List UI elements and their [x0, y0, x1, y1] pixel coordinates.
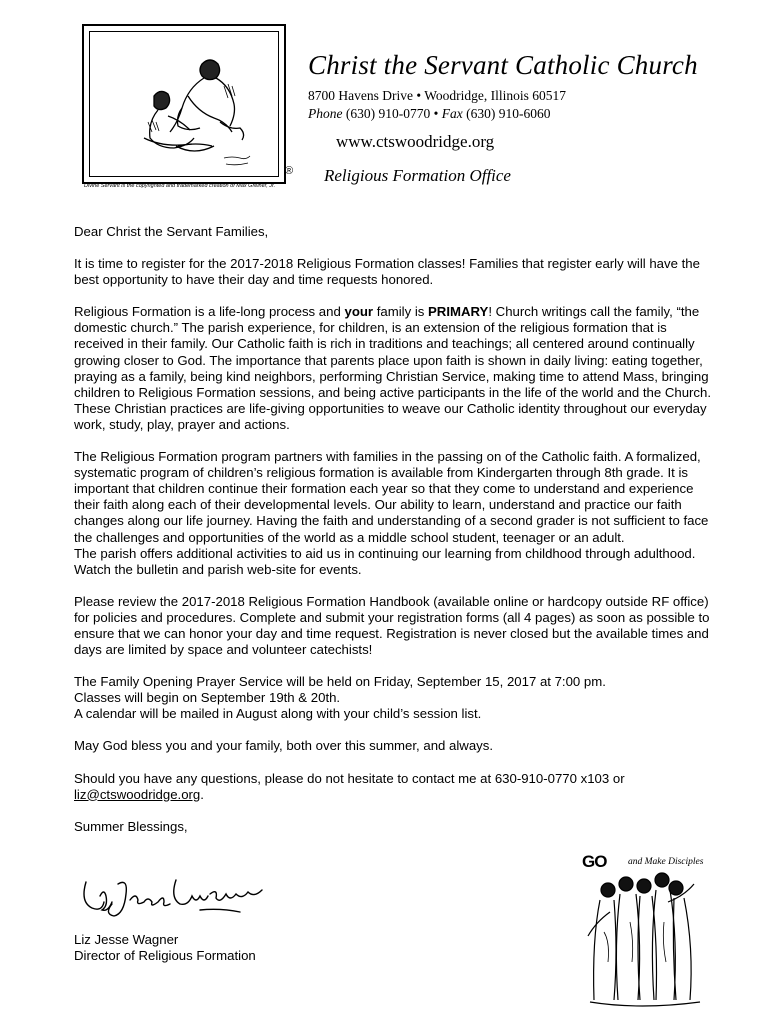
signer-name: Liz Jesse Wagner — [74, 932, 179, 947]
classes-begin-line: Classes will begin on September 19th & 20th. — [74, 690, 341, 706]
church-address: 8700 Havens Drive • Woodridge, Illinois 60517 — [308, 88, 566, 103]
contact-email-link[interactable]: liz@ctswoodridge.org — [74, 786, 201, 802]
phone-fax-line — [308, 106, 550, 122]
p2-text-b: family is — [373, 304, 429, 320]
disciples-illustration — [580, 852, 710, 1012]
bullet-separator: • — [433, 106, 439, 121]
paragraph-contact — [74, 771, 714, 803]
paragraph-registration: It is time to register for the 2017-2018 Religious Formation classes! Families that register early will have the best opportunity to have their day and time requests honored. — [74, 256, 700, 288]
fax-label: Fax — [441, 106, 463, 121]
paragraph-lifelong-process — [74, 304, 714, 433]
church-name: Christ the Servant Catholic Church — [308, 50, 698, 80]
paragraph-blessing: May God bless you and your family, both over this summer, and always. — [74, 738, 494, 754]
letter-body — [74, 224, 714, 835]
paragraph-additional-activities: The parish offers additional activities to aid us in continuing our learning from childhood through adulthood. Watch the bulletin and parish web-site for events. — [74, 545, 696, 577]
church-logo-frame — [82, 24, 286, 184]
office-name: Religious Formation Office — [324, 166, 511, 185]
registered-mark: ® — [285, 165, 294, 177]
image-credit: Divine Servant is the copyrighted and trademarked creation of Max Greiner, Jr. — [84, 183, 276, 189]
prayer-service-line: The Family Opening Prayer Service will be held on Friday, September 15, 2017 at 7:00 pm. — [74, 674, 606, 690]
closing: Summer Blessings, — [74, 818, 188, 834]
contact-text: Should you have any questions, please do not hesitate to contact me at 630-910-0770 x103 or — [74, 770, 625, 786]
p2-text-a: Religious Formation is a life-long process and — [74, 304, 345, 320]
church-website: www.ctswoodridge.org — [336, 132, 495, 151]
handwritten-signature — [80, 870, 270, 930]
phone-label: Phone — [308, 106, 343, 121]
signer-title: Director of Religious Formation — [74, 948, 256, 963]
calendar-line: A calendar will be mailed in August along with your child’s session list. — [74, 706, 482, 722]
p2-bold-primary: PRIMARY — [428, 304, 489, 320]
fax-number: (630) 910-6060 — [466, 106, 551, 121]
p2-text-c: ! Church writings call the family, “the domestic church.” The parish experience, for children, is an extension of the religious formation that is received in their family. Our Catholic faith is rich in traditions and teachings; all centered around continually growing closer to God. The importance that parents place upon faith is shown in daily living: eating together, praying as a family, being kind neighbors, performing Christian Service, making time to attend Mass, bringing children to Religious Formation sessions, and being active participants in the life of the world and the Church. These Christian practices are life-giving opportunities to weave our Catholic identity throughout our everyday work, study, play, prayer and actions. — [74, 304, 712, 432]
salutation: Dear Christ the Servant Families, — [74, 224, 269, 239]
paragraph-program-partners: The Religious Formation program partners with families in the passing on of the Catholic faith. A formalized, systematic program of children’s religious formation is available from Kindergarten through 8th grade. It is important that children continue their formation each year so that they come to understand and experience their faith along each of their developmental levels. Our ability to learn, understand and practice our faith changes along our life journey. Having the faith and understanding of a second grader is not sufficient to face the challenges and opportunities of the world as a middle school student, teenager or an adult. — [74, 449, 709, 545]
paragraph-handbook: Please review the 2017-2018 Religious Formation Handbook (available online or hardcopy outside RF office) for policies and procedures. Complete and submit your registration forms (all 4 pages) as soon as possible to ensure that we can honor your day and time request. Registration is never closed but the available times and days are limited by space and volunteer catechists! — [74, 593, 710, 658]
divine-servant-illustration — [84, 26, 284, 182]
email-period: . — [200, 786, 204, 802]
phone-number: (630) 910-0770 — [345, 106, 431, 121]
go-logo-word: GO — [582, 852, 607, 871]
go-logo-tagline: and Make Disciples — [628, 857, 704, 867]
p2-bold-your: your — [344, 304, 374, 320]
